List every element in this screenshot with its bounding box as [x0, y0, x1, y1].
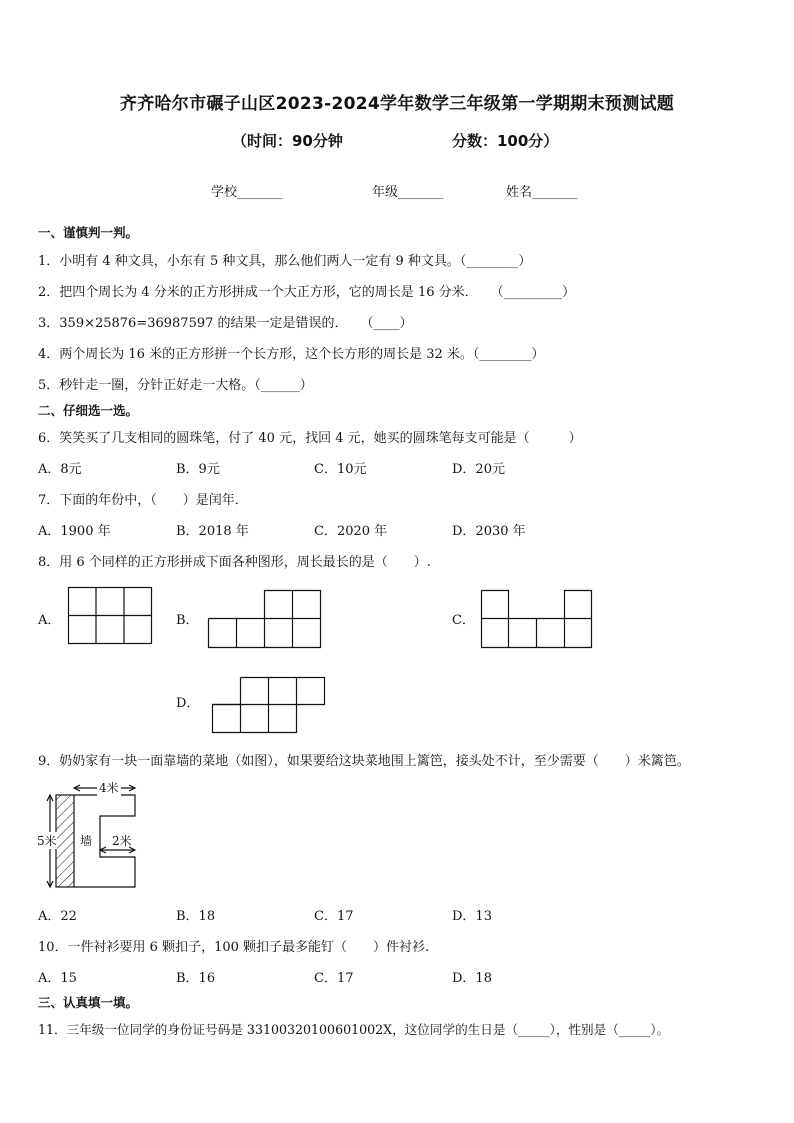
q9-notch-length: 2米 — [112, 834, 132, 848]
q8-label-b: B． — [176, 613, 199, 628]
q9-left-length: 5米 — [37, 834, 57, 848]
q7-option-d: D．2030 年 — [452, 524, 526, 539]
q7-option-c: C．2020 年 — [314, 524, 388, 539]
question-8: 8．用 6 个同样的正方形拼成下面各种图形，周长最长的是（ ）. — [38, 555, 431, 570]
q6-option-d: D．20元 — [452, 462, 505, 477]
q8-label-c: C． — [452, 613, 475, 628]
section-1-heading: 一、谨慎判一判。 — [38, 225, 139, 240]
q9-option-c: C．17 — [314, 909, 354, 924]
question-10: 10．一件衬衫要用 6 颗扣子，100 颗扣子最多能钉（ ）件衬衫. — [38, 940, 430, 955]
q6-option-b: B．9元 — [176, 462, 220, 477]
question-6: 6．笑笑买了几支相同的圆珠笔，付了 40 元，找回 4 元，她买的圆珠笔每支可能是（ ） — [38, 431, 582, 446]
exam-score: 分数：100分） — [452, 132, 559, 150]
question-7: 7．下面的年份中，（ ）是闰年． — [38, 493, 248, 508]
question-4: 4．两个周长为 16 米的正方形拼一个长方形，这个长方形的周长是 32 米。（________） — [38, 347, 545, 362]
exam-time: （时间：90分钟 — [232, 132, 343, 150]
q10-option-c: C．17 — [314, 971, 354, 986]
page-title: 齐齐哈尔市碾子山区2023-2024学年数学三年级第一学期期末预测试题 — [119, 94, 675, 114]
q7-option-b: B．2018 年 — [176, 524, 249, 539]
q7-option-a: A．1900 年 — [38, 524, 111, 539]
section-2-heading: 二、仔细选一选。 — [38, 403, 139, 418]
q8-figure-a — [68, 587, 152, 644]
q9-wall-label: 墙 — [80, 834, 93, 848]
q6-option-a: A．8元 — [38, 462, 82, 477]
question-1: 1．小明有 4 种文具，小东有 5 种文具，那么他们两人一定有 9 种文具。（________） — [38, 254, 532, 269]
q9-option-d: D．13 — [452, 909, 492, 924]
q6-option-c: C．10元 — [314, 462, 367, 477]
q10-option-d: D．18 — [452, 971, 492, 986]
q8-figure-c — [481, 590, 593, 648]
school-field: 学校_______ — [211, 185, 283, 200]
q9-option-b: B．18 — [176, 909, 216, 924]
name-field: 姓名_______ — [506, 185, 578, 200]
question-5: 5．秒针走一圈，分针正好走一大格。（______） — [38, 378, 313, 393]
q8-label-d: D． — [176, 696, 200, 711]
question-11: 11．三年级一位同学的身份证号码是 33100320100601002X，这位同学的生日是（_____），性别是（_____）。 — [38, 1022, 670, 1037]
grade-field: 年级_______ — [372, 185, 444, 200]
question-2: 2．把四个周长为 4 分米的正方形拼成一个大正方形，它的周长是 16 分米． （_________） — [38, 285, 576, 300]
q8-figure-b — [208, 590, 322, 648]
q9-option-a: A．22 — [38, 909, 77, 924]
q8-label-a: A． — [38, 613, 61, 628]
q8-figure-d — [212, 677, 326, 734]
q10-option-b: B．16 — [176, 971, 216, 986]
q10-option-a: A．15 — [38, 971, 77, 986]
section-3-heading: 三、认真填一填。 — [38, 995, 139, 1010]
question-9: 9．奶奶家有一块一面靠墙的菜地（如图），如果要给这块菜地围上篱笆，接头处不计，至少需要（ ）米篱笆。 — [38, 754, 690, 769]
question-3: 3．359×25876=36987597 的结果一定是错误的． （____） — [38, 316, 413, 331]
q9-top-length: 4米 — [99, 781, 119, 795]
